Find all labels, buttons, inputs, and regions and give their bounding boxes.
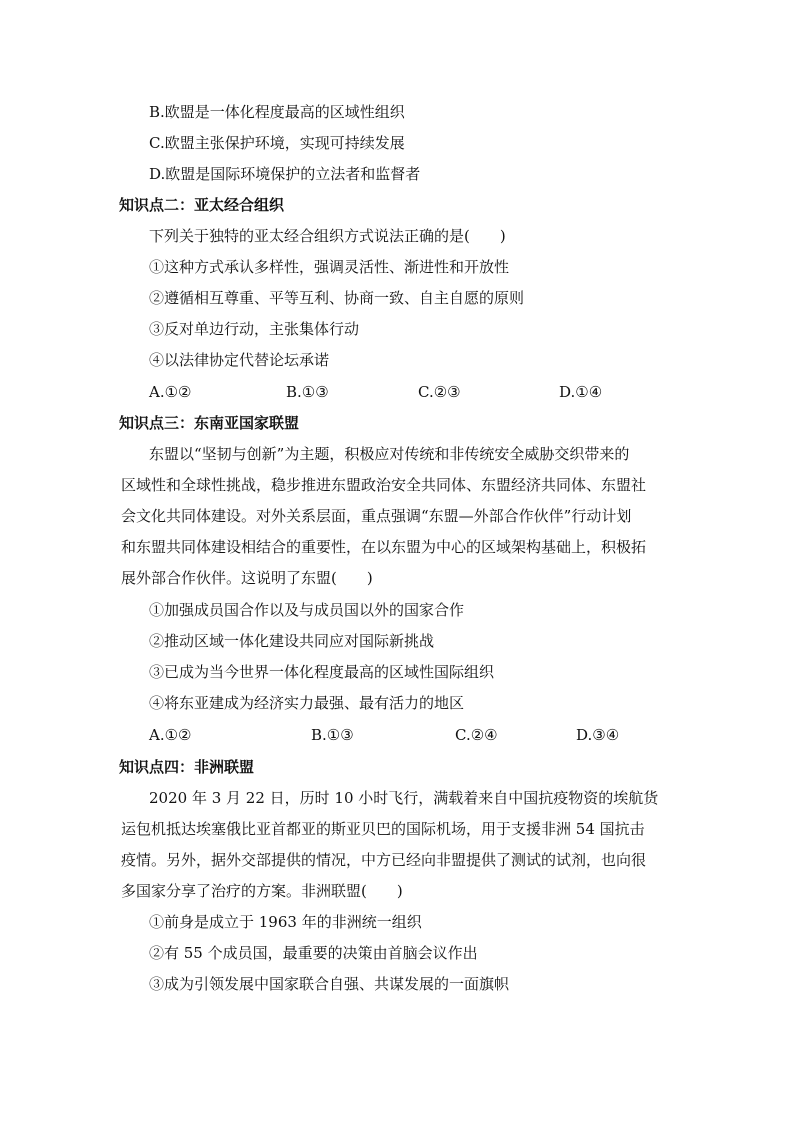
choice-a: A.①② <box>149 726 192 744</box>
statement-3: ③反对单边行动，主张集体行动 <box>149 320 360 338</box>
paragraph-line: 展外部合作伙伴。这说明了东盟( ) <box>121 569 373 587</box>
option-c: C.欧盟主张保护环境，实现可持续发展 <box>149 134 405 152</box>
section-heading-au: 知识点四：非洲联盟 <box>119 758 255 776</box>
option-d: D.欧盟是国际环境保护的立法者和监督者 <box>149 165 421 183</box>
statement-2: ②推动区域一体化建设共同应对国际新挑战 <box>149 632 435 650</box>
paragraph-line: 多国家分享了治疗的方案。非洲联盟( ) <box>121 882 403 900</box>
paragraph-line: 区域性和全球性挑战，稳步推进东盟政治安全共同体、东盟经济共同体、东盟社 <box>121 476 647 494</box>
choice-a: A.①② <box>149 383 192 401</box>
paragraph-line: 疫情。另外，据外交部提供的情况，中方已经向非盟提供了测试的试剂，也向很 <box>121 851 647 869</box>
statement-4: ④以法律协定代替论坛承诺 <box>149 351 330 369</box>
statement-4: ④将东亚建成为经济实力最强、最有活力的地区 <box>149 694 465 712</box>
paragraph-line: 会文化共同体建设。对外关系层面，重点强调“东盟—外部合作伙伴”行动计划 <box>121 507 632 525</box>
paragraph-line: 2020 年 3 月 22 日，历时 10 小时飞行，满载着来自中国抗疫物资的埃航货 <box>149 789 659 807</box>
section-heading-asean: 知识点三：东南亚国家联盟 <box>119 414 300 432</box>
choice-b: B.①③ <box>286 383 329 401</box>
choice-d: D.①④ <box>559 383 603 401</box>
statement-2: ②有 55 个成员国，最重要的决策由首脑会议作出 <box>149 944 478 962</box>
choice-b: B.①③ <box>311 726 354 744</box>
section-heading-apec: 知识点二：亚太经合组织 <box>119 196 285 214</box>
statement-1: ①这种方式承认多样性，强调灵活性、渐进性和开放性 <box>149 258 510 276</box>
choice-c: C.②③ <box>418 383 461 401</box>
choice-d: D.③④ <box>576 726 620 744</box>
paragraph-line: 东盟以“坚韧与创新”为主题，积极应对传统和非传统安全威胁交织带来的 <box>149 445 630 463</box>
question-apec: 下列关于独特的亚太经合组织方式说法正确的是( ) <box>149 227 506 245</box>
statement-1: ①加强成员国合作以及与成员国以外的国家合作 <box>149 601 465 619</box>
statement-3: ③已成为当今世界一体化程度最高的区域性国际组织 <box>149 663 495 681</box>
paragraph-line: 和东盟共同体建设相结合的重要性，在以东盟为中心的区域架构基础上，积极拓 <box>121 538 647 556</box>
paragraph-line: 运包机抵达埃塞俄比亚首都亚的斯亚贝巴的国际机场，用于支援非洲 54 国抗击 <box>121 820 645 838</box>
statement-1: ①前身是成立于 1963 年的非洲统一组织 <box>149 913 422 931</box>
option-b: B.欧盟是一体化程度最高的区域性组织 <box>149 103 405 121</box>
statement-3: ③成为引领发展中国家联合自强、共谋发展的一面旗帜 <box>149 975 510 993</box>
statement-2: ②遵循相互尊重、平等互利、协商一致、自主自愿的原则 <box>149 289 525 307</box>
choice-c: C.②④ <box>455 726 498 744</box>
